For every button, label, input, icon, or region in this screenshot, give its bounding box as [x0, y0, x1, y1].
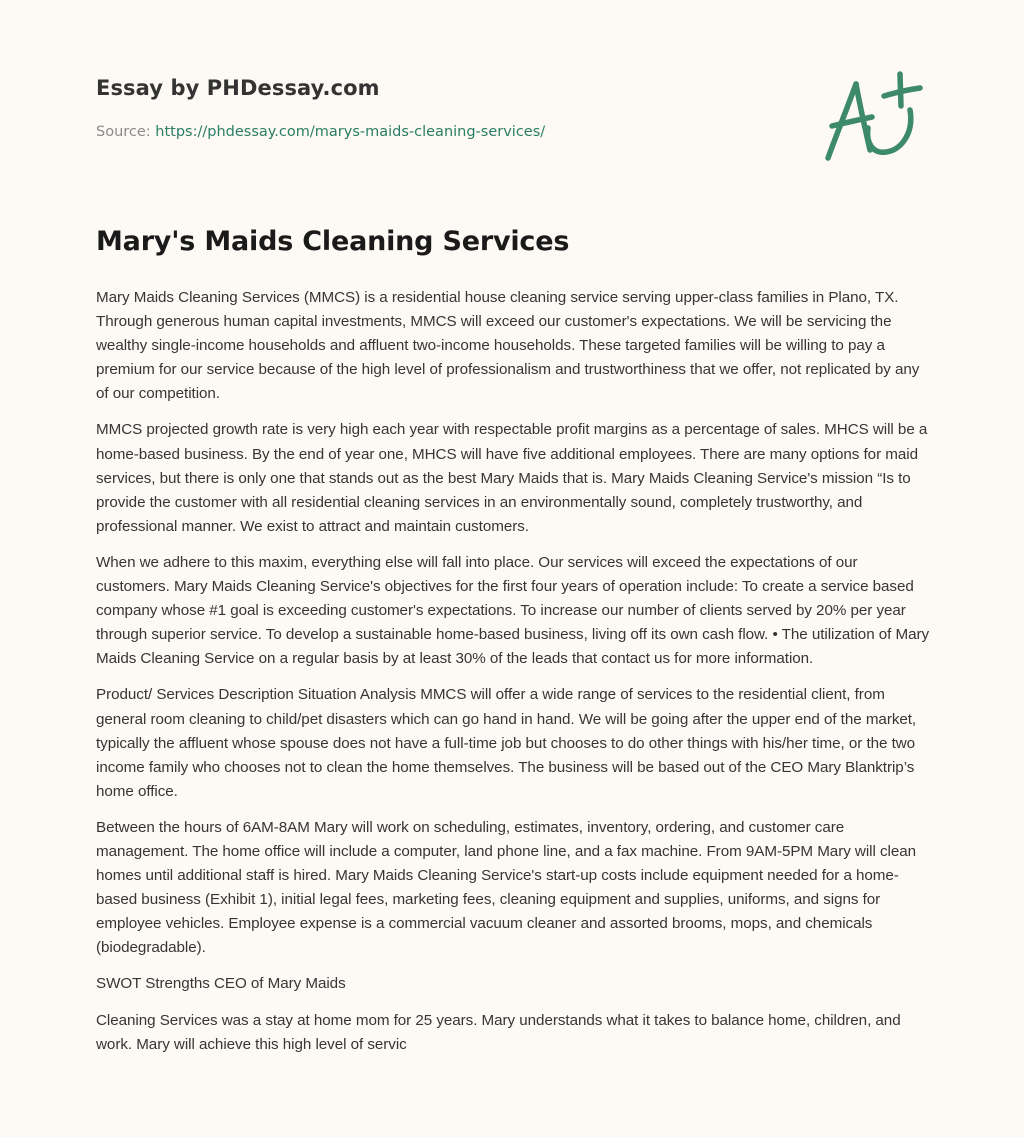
essay-page: [96, 0, 930, 1053]
a-plus-grade-icon: [820, 66, 928, 166]
paragraph-5: Between the hours of 6AM-8AM Mary will work on scheduling, estimates, inventory, ordering, and customer care management. The home office will include a computer, land phone line, and a fax machine. From 9AM-5PM Mary will clean homes until additional staff is hired. Mary Maids Cleaning Service's start-up costs include equipment needed for a home-based business (Exhibit 1), initial legal fees, marketing fees, cleaning equipment and supplies, uniforms, and signs for employee vehicles. Employee expense is a commercial vacuum cleaner and assorted brooms, mops, and chemicals (biodegradable).: [96, 818, 917, 957]
paragraph-2: MMCS projected growth rate is very high each year with respectable profit margins as a percentage of sales. MHCS will be a home-based business. By the end of year one, MHCS will have five additional employees. There are many options for maid services, but there is only one that stands out as the best Mary Maids that is. Mary Maids Cleaning Service's mission “Is to provide the customer with all residential cleaning services in an environmentally sound, completely trustworthy, and professional manner. We exist to attract and maintain customers.: [96, 421, 928, 535]
article-body: [96, 286, 932, 1069]
page-header: [96, 0, 930, 200]
source-label: Source:: [96, 124, 156, 140]
paragraph-6-swot-heading: SWOT Strengths CEO of Mary Maids: [96, 975, 346, 993]
paragraph-1: Mary Maids Cleaning Services (MMCS) is a residential house cleaning service serving upper-class families in Plano, TX. Through generous human capital investments, MMCS will exceed our customer's expectations. We will be servicing the wealthy single-income households and affluent two-income households. These targeted families will be willing to pay a premium for our service because of the high level of professionalism and trustworthiness that we offer, not replicated by any of our competition.: [96, 289, 920, 403]
source-link[interactable]: https://phdessay.com/marys-maids-cleaning-services/: [155, 124, 546, 140]
source-line: [96, 124, 545, 140]
paragraph-3: When we adhere to this maxim, everything else will fall into place. Our services will exceed the expectations of our customers. Mary Maids Cleaning Service's objectives for the first four years of operation include: To create a service based company whose #1 goal is exceeding customer's expectations. To increase our number of clients served by 20% per year through superior service. To develop a sustainable home-based business, living off its own cash flow. • The utilization of Mary Maids Cleaning Service on a regular basis by at least 30% of the leads that contact us for more information.: [96, 553, 930, 668]
site-brand: Essay by PHDessay.com: [96, 76, 380, 100]
paragraph-7-truncated: Cleaning Services was a stay at home mom for 25 years. Mary understands what it takes to balance home, children, and work. Mary will achieve this high level of servic: [96, 1011, 901, 1053]
paragraph-4: Product/ Services Description Situation Analysis MMCS will offer a wide range of services to the residential client, from general room cleaning to child/pet disasters which can go hand in hand. We will be going after the upper end of the market, typically the affluent whose spouse does not have a full-time job but chooses to do other things with his/her time, or the two income family who chooses not to clean the home themselves. The business will be based out of the CEO Mary Blanktrip’s home office.: [96, 686, 917, 800]
article-title: Mary's Maids Cleaning Services: [96, 226, 570, 257]
